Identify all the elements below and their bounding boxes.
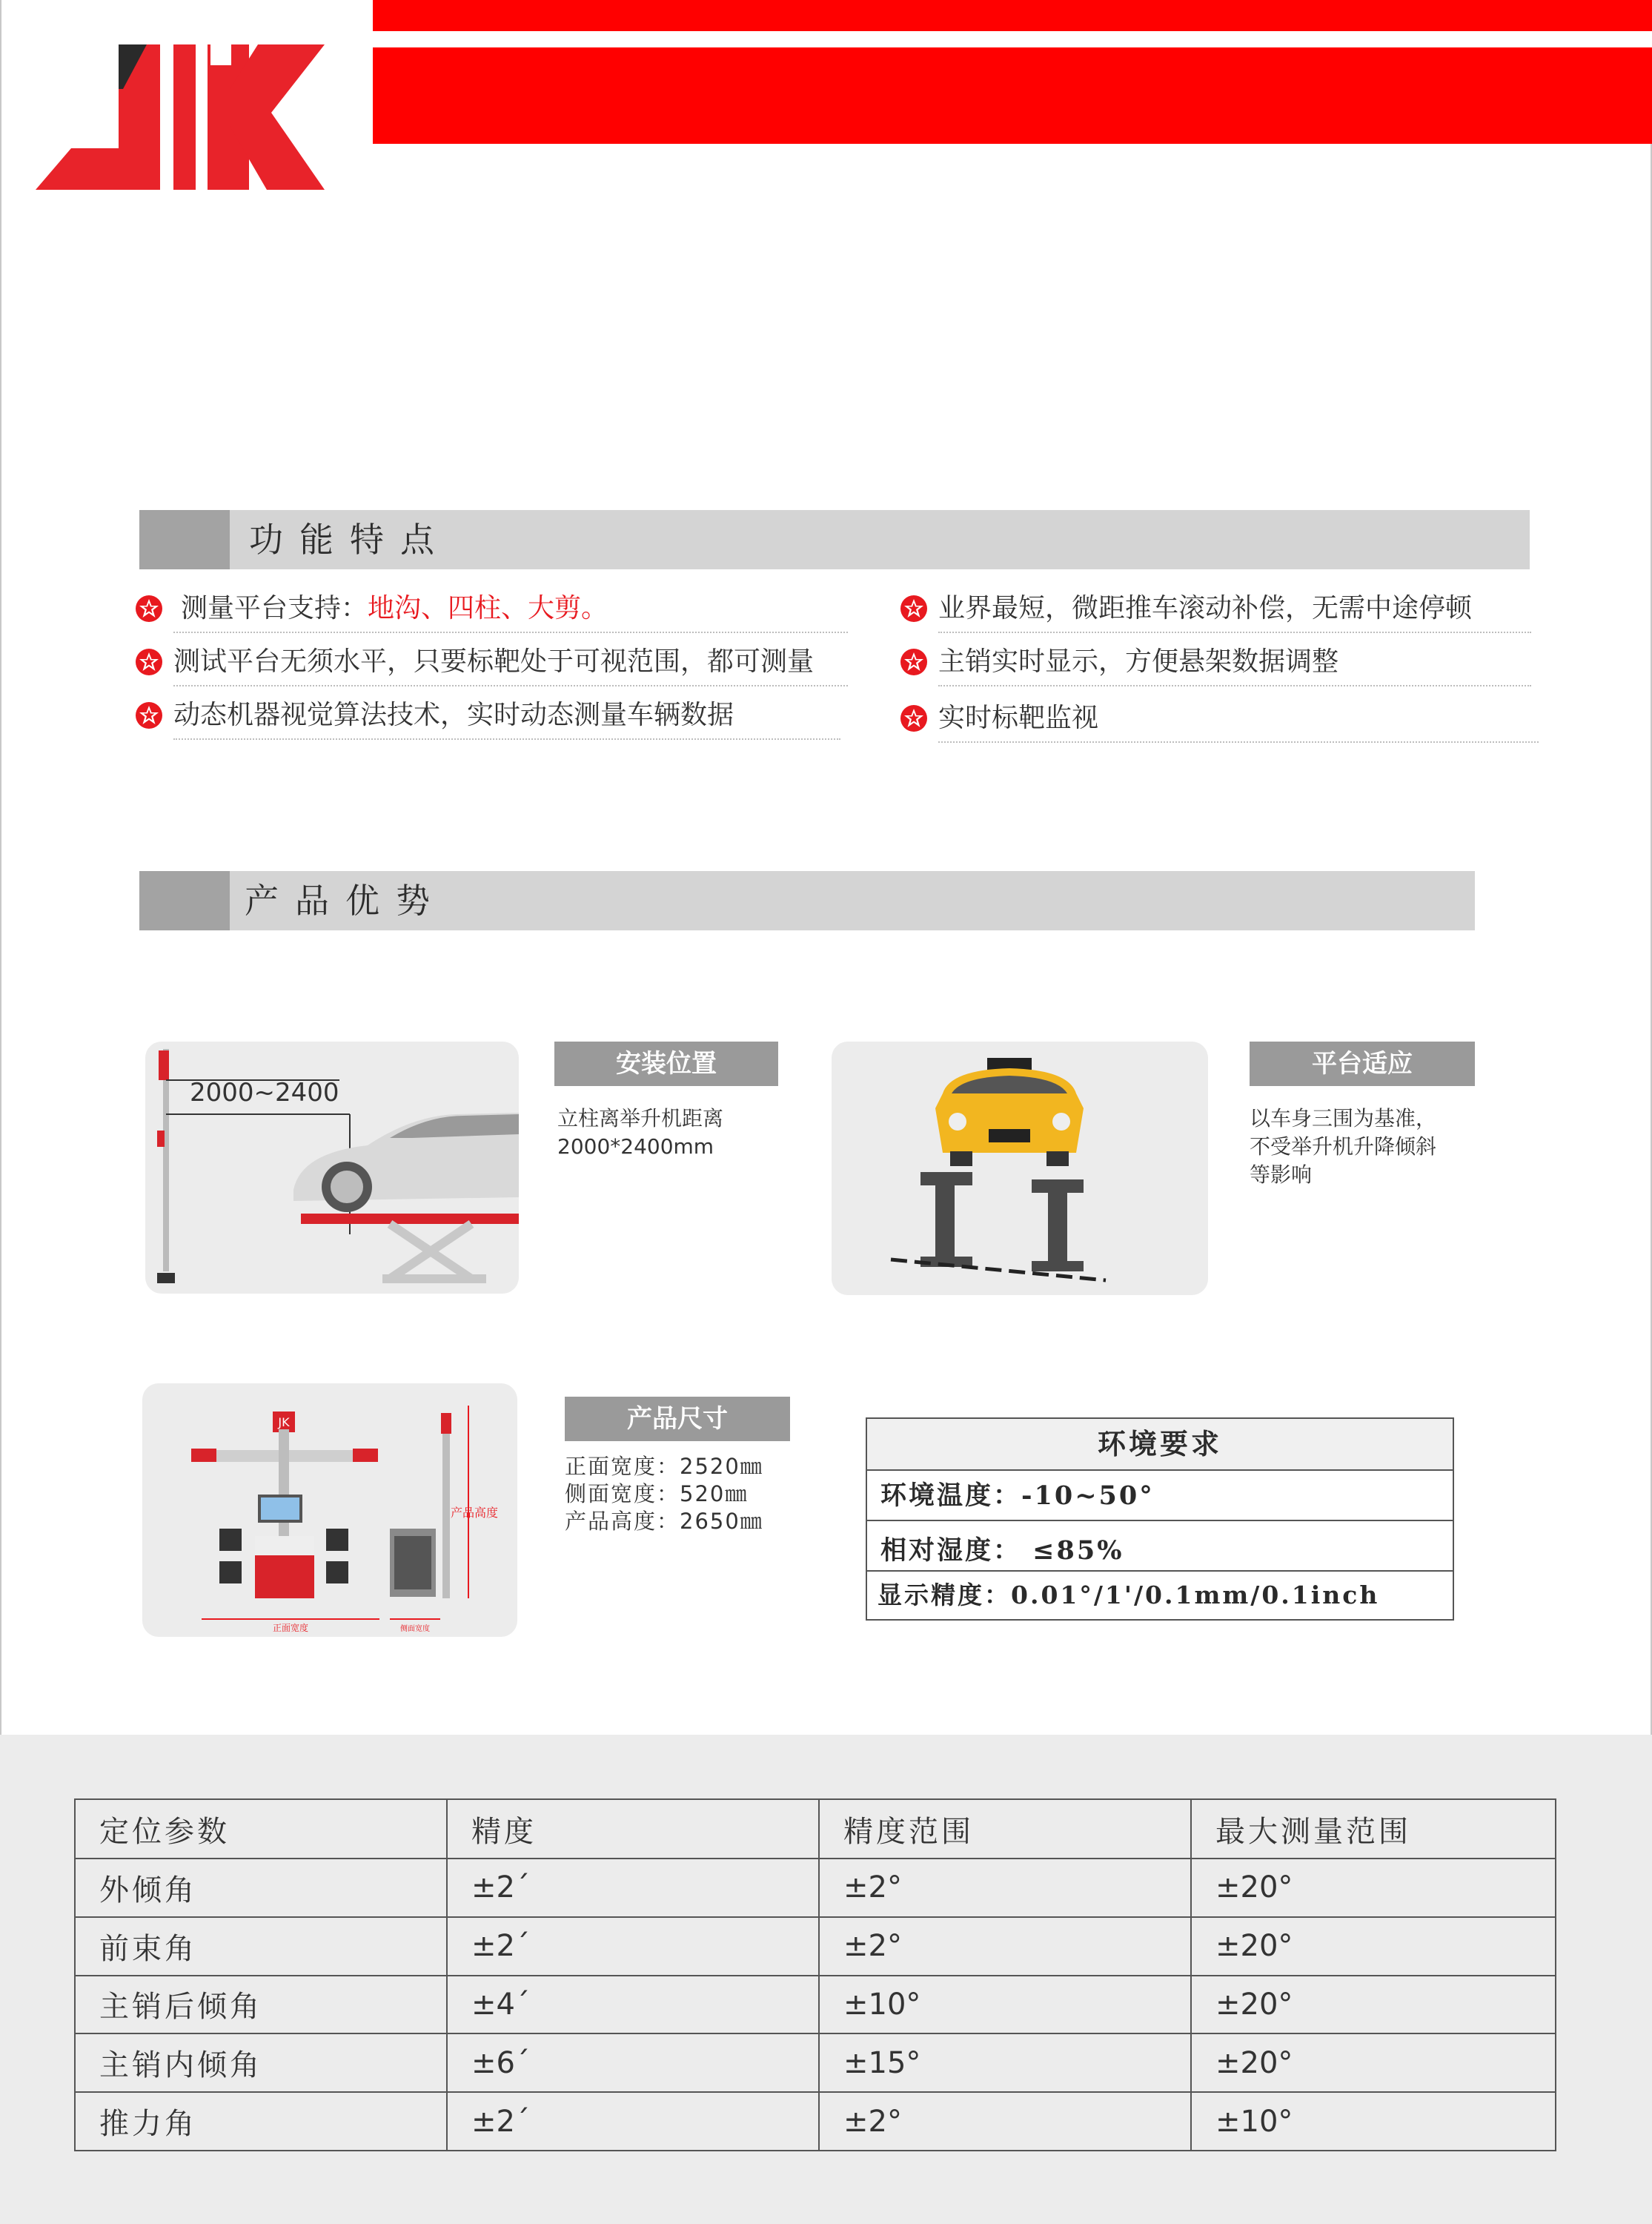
- table-cell: 主销后倾角: [75, 1976, 447, 2034]
- feature-label: 测试平台无须水平，只要标靶处于可视范围，都可测量: [173, 646, 815, 677]
- install-position-tag: 安装位置: [554, 1042, 778, 1086]
- star-bullet-icon: [135, 595, 163, 623]
- environment-table: [866, 1417, 1454, 1621]
- header-red-band: [373, 47, 1652, 144]
- star-bullet-icon: [135, 701, 163, 729]
- star-bullet-icon: [135, 648, 163, 676]
- feature-item: [135, 643, 861, 688]
- feature-item: [900, 643, 1537, 688]
- machine-logo: JK: [278, 1415, 290, 1429]
- table-cell: ±20°: [1191, 1976, 1556, 2034]
- install-dimension: 2000~2400: [190, 1078, 339, 1108]
- feature-highlight: 地沟、四柱、大剪。: [368, 593, 608, 623]
- table-cell: ±2°: [819, 2092, 1191, 2151]
- table-cell: ±10°: [819, 1976, 1191, 2034]
- feature-item: [135, 697, 846, 741]
- table-row: [75, 2092, 1556, 2151]
- install-position-image: [145, 1042, 519, 1294]
- table-cell: 主销内倾角: [75, 2033, 447, 2092]
- aligner-machine-illustration: [142, 1383, 517, 1637]
- side-width-caption: 侧面宽度: [400, 1625, 430, 1633]
- header-cell: 最大测量范围: [1191, 1799, 1556, 1859]
- taxi-platform-illustration: [832, 1042, 1208, 1295]
- feature-label: 实时标靶监视: [938, 703, 1099, 733]
- table-cell: ±2´: [447, 2092, 819, 2151]
- table-row: [75, 1859, 1556, 1917]
- feature-item: [135, 590, 846, 635]
- env-display-precision: 显示精度：0.01°/1'/0.1mm/0.1inch: [878, 1581, 1380, 1609]
- table-cell: ±15°: [819, 2033, 1191, 2092]
- feature-label: 测量平台支持：: [181, 593, 368, 623]
- table-cell: ±6´: [447, 2033, 819, 2092]
- feature-label: 业界最短，微距推车滚动补偿，无需中途停顿: [938, 593, 1473, 623]
- star-bullet-icon: [900, 595, 928, 623]
- feature-item: [900, 700, 1537, 744]
- platform-image: [832, 1042, 1208, 1295]
- front-width-caption: 正面宽度: [272, 1623, 309, 1633]
- env-humidity: 相对湿度： ≤85%: [880, 1535, 1124, 1566]
- feature-label: 主销实时显示，方便悬架数据调整: [938, 646, 1339, 677]
- table-row: [75, 1976, 1556, 2034]
- table-cell: ±20°: [1191, 2033, 1556, 2092]
- front-width: 正面宽度：2520㎜: [565, 1454, 763, 1479]
- table-cell: ±4´: [447, 1976, 819, 2034]
- advantages-header: [139, 871, 1475, 930]
- table-cell: 前束角: [75, 1917, 447, 1976]
- product-size-tag: 产品尺寸: [565, 1397, 790, 1441]
- table-row: [75, 2033, 1556, 2092]
- environment-title: 环境要求: [867, 1419, 1453, 1469]
- height-caption: 产品高度: [451, 1506, 499, 1520]
- table-row: [75, 1917, 1556, 1976]
- table-cell: 推力角: [75, 2092, 447, 2151]
- table-cell: ±20°: [1191, 1917, 1556, 1976]
- features-title: 功能特点: [249, 520, 451, 560]
- header-cell: 定位参数: [75, 1799, 447, 1859]
- side-width: 侧面宽度：520㎜: [565, 1481, 749, 1506]
- star-bullet-icon: [900, 704, 928, 732]
- table-cell: ±2´: [447, 1859, 819, 1917]
- product-size-list: [565, 1453, 832, 1535]
- install-illustration: [145, 1042, 519, 1294]
- header-cell: 精度: [447, 1799, 819, 1859]
- table-header-row: [75, 1799, 1556, 1859]
- table-cell: ±2°: [819, 1859, 1191, 1917]
- table-cell: ±20°: [1191, 1859, 1556, 1917]
- advantages-title: 产品优势: [245, 881, 446, 921]
- features-header: [139, 510, 1530, 569]
- table-cell: 外倾角: [75, 1859, 447, 1917]
- product-size-image: [142, 1383, 517, 1637]
- install-position-desc: 立柱离举升机距离 2000*2400mm: [557, 1106, 724, 1159]
- table-cell: ±2°: [819, 1917, 1191, 1976]
- page-border-left: [0, 0, 1, 1735]
- table-cell: ±10°: [1191, 2092, 1556, 2151]
- star-bullet-icon: [900, 648, 928, 676]
- table-cell: ±2´: [447, 1917, 819, 1976]
- env-temperature: 环境温度：-10~50°: [880, 1480, 1155, 1511]
- feature-item: [900, 590, 1537, 635]
- product-height: 产品高度：2650㎜: [565, 1509, 763, 1534]
- header-red-stripe-top: [373, 0, 1652, 31]
- platform-desc: 以车身三围为基准， 不受举升机升降倾斜 等影响: [1250, 1106, 1437, 1187]
- feature-label: 动态机器视觉算法技术，实时动态测量车辆数据: [173, 700, 734, 730]
- alignment-spec-table: [74, 1798, 1556, 2151]
- platform-tag: 平台适应: [1250, 1042, 1475, 1086]
- jk-logo: [36, 44, 325, 190]
- header-cell: 精度范围: [819, 1799, 1191, 1859]
